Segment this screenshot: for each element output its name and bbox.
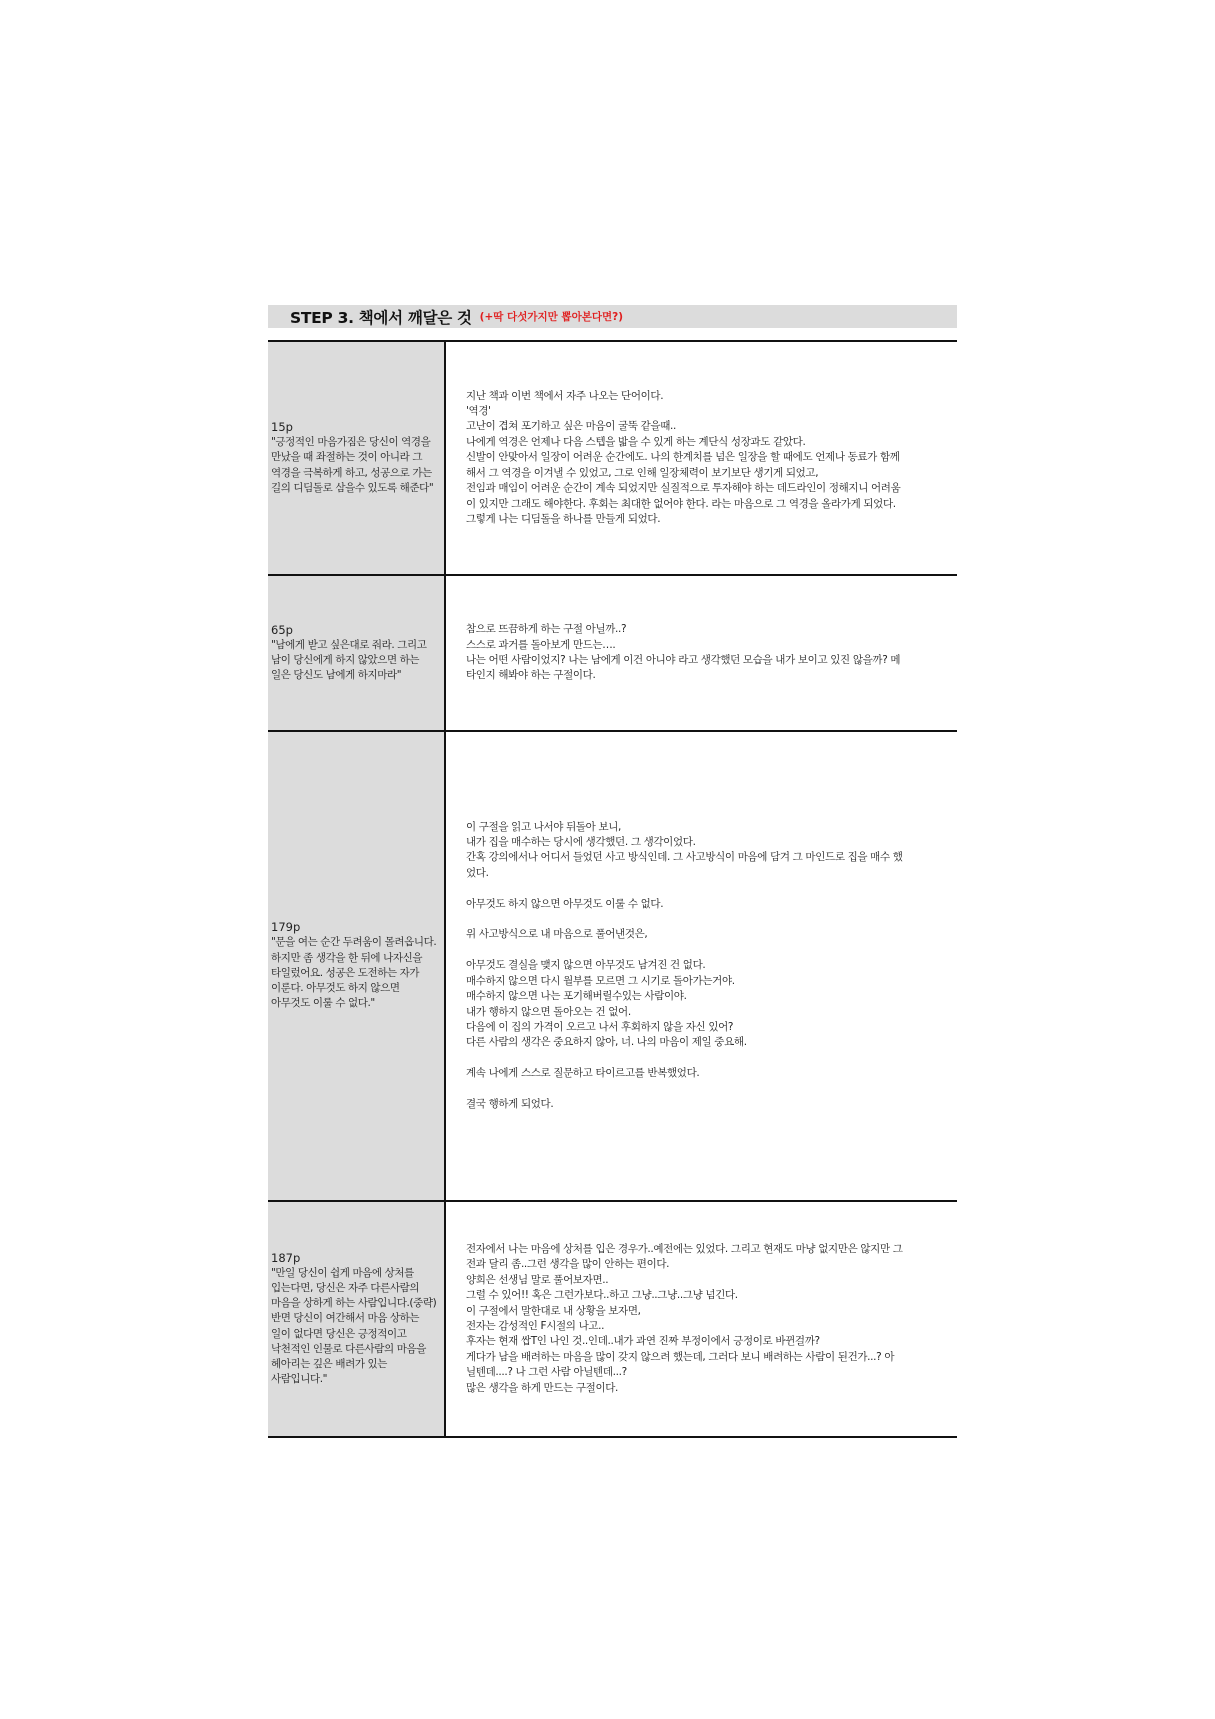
reflection-line: 이 있지만 그래도 해야한다. 후회는 최대한 없어야 한다. 라는 마음으로 그 역경을 올라가게 되었다. [466,497,896,510]
reflection-line: 다른 사람의 생각은 중요하지 않아, 너. 나의 마음이 제일 중요해. [466,1036,747,1049]
reflection-line: 신발이 안맞아서 일장이 어려운 순간에도. 나의 한계치를 넘은 일장을 할 때에도 언제나 동료가 함께 [466,451,900,464]
quote-cell [268,576,446,730]
quote-cell [268,732,446,1200]
reflection-line: 다음에 이 집의 가격이 오르고 나서 후회하지 않을 자신 있어? [466,1020,734,1033]
reflection-line: 전자에서 나는 마음에 상처를 입은 경우가..예전에는 있었다. 그리고 현재도 마냥 없지만은 않지만 그 [466,1242,903,1255]
reflection-cell [446,576,957,730]
reflection-line: 고난이 겹쳐 포기하고 싶은 마음이 굴뚝 같을때.. [466,420,676,433]
quote-text: "만일 당신이 쉽게 마음에 상처를 입는다면, 당신은 자주 다른사람의 마음을 상하게 하는 사람입니다.(중략) 반면 당신이 여간해서 마음 상하는 일이 없다면 당신은 긍정적이고 낙천적인 인물로 다른사람의 마음을 헤아리는 깊은 배려가 있는 사람입니다." [271,1266,437,1386]
quote-text: "긍정적인 마음가짐은 당신이 역경을 만났을 때 좌절하는 것이 아니라 그 역경을 극복하게 하고, 성공으로 가는 길의 디딤돌로 삼을수 있도록 해준다" [271,436,434,494]
reflection-line: 매수하지 않으면 나는 포기해버릴수있는 사람이야. [466,990,687,1003]
reflection-cell [446,732,957,1200]
reflection-line: 나는 어떤 사람이었지? 나는 남에게 이건 아니야 라고 생각했던 모습을 내가 보이고 있진 않을까? 메 [466,654,901,666]
step-title: STEP 3. 책에서 깨달은 것 [290,308,472,327]
reflection-line: 많은 생각을 하게 만드는 구절이다. [466,1381,619,1394]
reflection-line: 전자는 감성적인 F시절의 나고.. [466,1320,605,1332]
reflection-line: 양희은 선생님 말로 풀어보자면.. [466,1273,609,1286]
reflection-line: 아무것도 결실을 맺지 않으면 아무것도 남겨진 건 없다. [466,959,706,972]
page-ref: 65p [271,622,293,637]
reflection-line: 나에게 역경은 언제나 다음 스텝을 밟을 수 있게 하는 계단식 성장과도 같았다. [466,435,806,448]
reflection-line: 내가 집을 매수하는 당시에 생각했던. 그 생각이었다. [466,836,696,849]
reflection-table [268,340,957,1438]
quote-text: "남에게 받고 싶은대로 줘라. 그리고 남이 당신에게 하지 않았으면 하는 일은 당신도 남에게 하지마라" [271,638,427,682]
step-header [268,305,957,328]
reflection-line: 그럴 수 있어!! 혹은 그런가보다..하고 그냥..그냥..그냥 넘긴다. [466,1289,738,1302]
reflection-cell [446,1202,957,1436]
blank-line [466,1051,953,1066]
reflection-line: 전임과 매임이 어려운 순간이 계속 되었지만 실질적으로 투자해야 하는 데드라인이 정해지니 어려움 [466,482,901,495]
page-ref: 15p [271,420,293,435]
quote-cell [268,1202,446,1436]
reflection-line: 전과 달리 좀..그런 생각을 많이 안하는 편이다. [466,1258,670,1271]
reflection-line: 아무것도 하지 않으면 아무것도 이룰 수 없다. [466,897,664,910]
page-ref: 179p [271,920,301,935]
page-ref: 187p [271,1250,301,1265]
reflection-line: 결국 행하게 되었다. [466,1097,554,1110]
reflection-line: 매수하지 않으면 다시 월부를 모르면 그 시기로 돌아가는거야. [466,974,735,987]
quote-cell [268,342,446,574]
quote-text: "문을 여는 순간 두려움이 몰려옵니다. 하지만 좀 생각을 한 뒤에 나자신을 타일렀어요. 성공은 도전하는 자가 이룬다. 아무것도 하지 않으면 아무것도 이룰 수 없다." [271,936,437,1010]
blank-line [466,943,953,958]
reflection-line: 이 구절에서 말한대로 내 상황을 보자면, [466,1304,641,1317]
step-note: (+딱 다섯가지만 뽑아본다면?) [479,311,624,323]
reflection-line: 해서 그 역경을 이겨낼 수 있었고, 그로 인해 일장체력이 보기보단 생기게 되었고, [466,466,819,479]
blank-line [466,1082,953,1097]
reflection-line: 그렇게 나는 디딤돌을 하나를 만들게 되었다. [466,512,661,525]
table-row [268,342,957,576]
reflection-line: 게다가 남을 배려하는 마음을 많이 갖지 않으려 했는데, 그러다 보니 배려하는 사람이 된건가...? 아 [466,1350,895,1363]
reflection-cell [446,342,957,574]
reflection-line: 참으로 뜨끔하게 하는 구절 아닐까..? [466,623,627,636]
reflection-line: 이 구절을 읽고 나서야 뒤돌아 보니, [466,820,622,833]
reflection-line: 계속 나에게 스스로 질문하고 타이르고를 반복했었다. [466,1067,700,1080]
blank-line [466,912,953,927]
blank-line [466,881,953,896]
reflection-line: 닐텐데....? 나 그런 사람 아닐텐데...? [466,1366,627,1379]
table-row [268,1202,957,1438]
reflection-line: 지난 책과 이번 책에서 자주 나오는 단어이다. [466,389,664,402]
table-row [268,732,957,1202]
reflection-line: 스스로 과거를 돌아보게 만드는…. [466,638,616,651]
reflection-line: 간혹 강의에서나 어디서 들었던 사고 방식인데. 그 사고방식이 마음에 담겨 그 마인드로 집을 매수 했 [466,851,903,864]
reflection-line: 위 사고방식으로 내 마음으로 풀어낸것은, [466,928,648,941]
reflection-line: 타인지 해봐야 하는 구절이다. [466,669,596,682]
table-row [268,576,957,732]
reflection-line: 후자는 현재 쌉T인 나인 것..인데..내가 과연 진짜 부정이에서 긍정이로 바뀐걸까? [466,1335,820,1348]
reflection-line: '역경' [466,405,491,418]
reflection-line: 내가 행하지 않으면 돌아오는 건 없어. [466,1005,631,1018]
reflection-line: 었다. [466,866,489,879]
